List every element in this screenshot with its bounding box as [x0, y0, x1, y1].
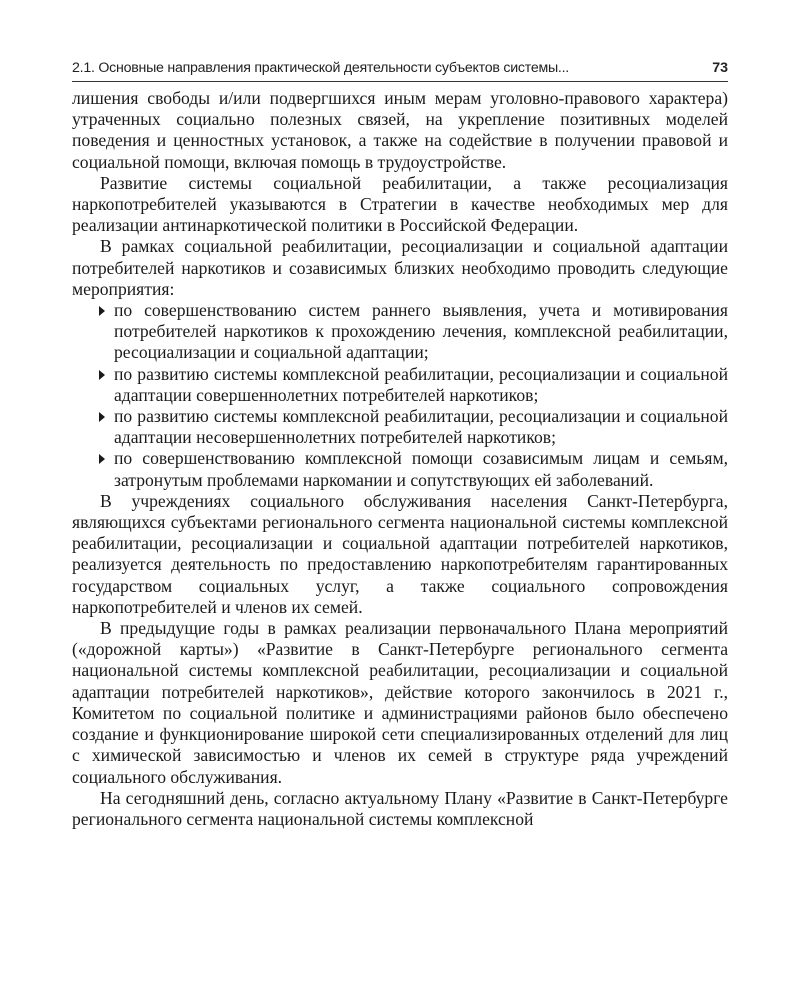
- triangle-bullet-icon: [99, 454, 105, 464]
- running-title: 2.1. Основные направления практической деятельности субъектов системы...: [72, 60, 569, 76]
- running-header: [72, 58, 728, 82]
- list-item-text: по развитию системы комплексной реабилитации, ресоциализации и социальной адаптации несовершеннолетних потребителей наркотиков;: [114, 406, 728, 448]
- list-item-text: по развитию системы комплексной реабилитации, ресоциализации и социальной адаптации совершеннолетних потребителей наркотиков;: [114, 363, 728, 405]
- measures-list: [72, 300, 728, 491]
- paragraph: В предыдущие годы в рамках реализации первоначального Плана мероприятий («дорожной карты») «Развитие в Санкт-Петербурге регионального сегмента национальной системы комплексной реабилитации, ресоциализации и социальной адаптации потребителей наркотиков», действие которого закончилось в 2021 г., Комитетом по социальной политике и администрациями районов было обеспечено создание и функционирование широкой сети специализированных отделений для лиц с химической зависимостью и членов их семей в структуре ряда учреждений социального обслуживания.: [72, 618, 728, 787]
- list-item: [114, 300, 728, 364]
- triangle-bullet-icon: [99, 306, 105, 316]
- triangle-bullet-icon: [99, 370, 105, 380]
- paragraph-continued: лишения свободы и/или подвергшихся иным мерам уголовно-правового характера) утраченных социально полезных связей, на укрепление позитивных моделей поведения и ценностных установок, а также на содействие в получении правовой и социальной помощи, включая помощь в трудоустройстве.: [72, 88, 728, 172]
- book-page: [72, 58, 728, 830]
- list-item: [114, 448, 728, 490]
- paragraph: В учреждениях социального обслуживания населения Санкт-Петербурга, являющихся субъектами регионального сегмента национальной системы комплексной реабилитации, ресоциализации и социальной адаптации потребителей наркотиков, реализуется деятельность по предоставлению наркопотребителям гарантированных государством социальных услуг, а также социального сопровождения наркопотребителей и членов их семей.: [72, 490, 728, 617]
- list-item: [114, 364, 728, 406]
- page-number: 73: [712, 60, 728, 76]
- paragraph: В рамках социальной реабилитации, ресоциализации и социальной адаптации потребителей наркотиков и созависимых близких необходимо проводить следующие мероприятия:: [72, 236, 728, 299]
- paragraph: На сегодняшний день, согласно актуальному Плану «Развитие в Санкт-Петербурге регионального сегмента национальной системы комплексной: [72, 787, 728, 829]
- list-item: [114, 406, 728, 448]
- list-item-text: по совершенствованию комплексной помощи созависимым лицам и семьям, затронутым проблемами наркомании и сопутствующих ей заболеваний.: [114, 448, 728, 490]
- body-text: [72, 88, 728, 830]
- triangle-bullet-icon: [99, 412, 105, 422]
- paragraph: Развитие системы социальной реабилитации, а также ресоциализация наркопотребителей указываются в Стратегии в качестве необходимых мер для реализации антинаркотической политики в Российской Федерации.: [72, 172, 728, 236]
- list-item-text: по совершенствованию систем раннего выявления, учета и мотивирования потребителей наркотиков к прохождению лечения, комплексной реабилитации, ресоциализации и социальной адаптации;: [114, 300, 728, 363]
